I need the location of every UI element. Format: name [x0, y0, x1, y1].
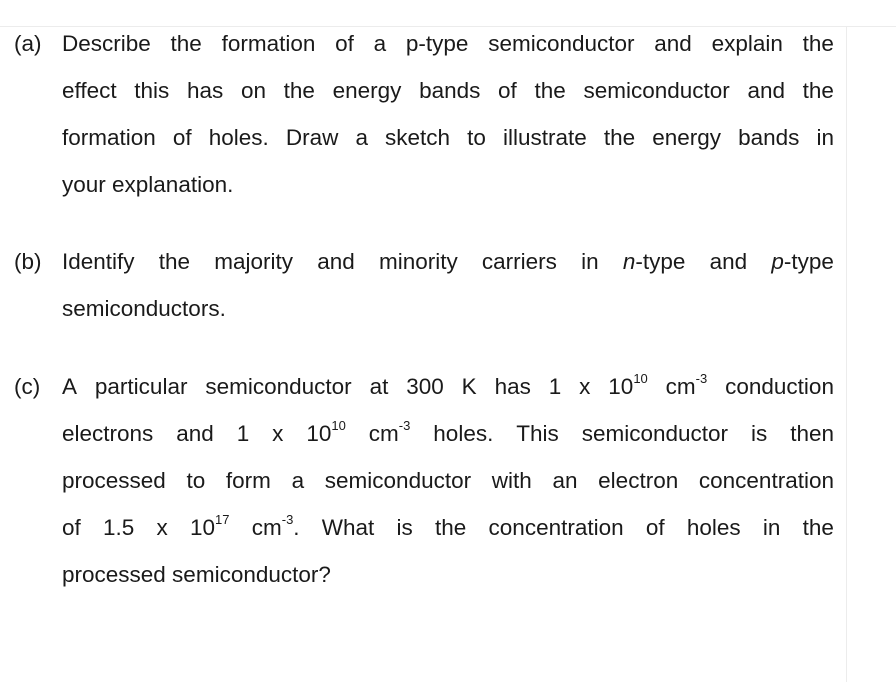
word: sketch — [385, 125, 451, 150]
unit — [369, 410, 411, 457]
word: minority — [378, 249, 458, 274]
right-divider — [846, 26, 847, 682]
word: holes. — [208, 125, 269, 150]
power-of-ten — [306, 410, 346, 457]
unit-base: cm — [368, 421, 399, 446]
unit-base: cm — [251, 515, 282, 540]
word: and — [654, 31, 692, 56]
word: at — [369, 374, 389, 399]
question-b-line-1 — [14, 238, 834, 285]
question-c-line-4 — [14, 504, 834, 551]
word: processed — [62, 468, 166, 493]
word: holes — [686, 515, 741, 540]
word: What — [321, 515, 375, 540]
word: A — [62, 374, 78, 399]
power-base: 10 — [306, 421, 332, 446]
word: x — [272, 421, 284, 446]
word: holes. — [433, 421, 494, 446]
word: bands — [419, 78, 481, 103]
word: semiconductor — [583, 78, 730, 103]
word: x — [156, 515, 168, 540]
word: and — [747, 78, 785, 103]
word: the — [170, 31, 202, 56]
question-c — [14, 363, 834, 598]
unit — [666, 363, 708, 410]
question-c-line-3 — [14, 457, 834, 504]
question-b — [14, 238, 834, 332]
word: Describe — [62, 31, 151, 56]
word: the — [435, 515, 467, 540]
power-exponent: 10 — [331, 417, 346, 433]
word: Draw — [285, 125, 339, 150]
word: 1.5 — [103, 515, 135, 540]
word: electron — [598, 468, 679, 493]
word: electrons — [62, 421, 154, 446]
power-of-ten — [608, 363, 648, 410]
word: semiconductor — [488, 31, 635, 56]
unit-exponent: -3 — [695, 370, 708, 386]
word: the — [802, 31, 834, 56]
power-exponent: 10 — [633, 370, 648, 386]
word: a — [355, 125, 368, 150]
word: conduction — [725, 374, 834, 399]
word: explain — [711, 31, 783, 56]
unit-period: . — [293, 515, 300, 540]
question-a — [14, 20, 834, 208]
word: of — [645, 515, 665, 540]
word: semiconductor — [324, 468, 472, 493]
n-type-suffix: -type — [635, 249, 686, 274]
word: to — [467, 125, 486, 150]
power-base: 10 — [190, 515, 216, 540]
n-italic: n — [622, 249, 636, 274]
word: on — [240, 78, 266, 103]
word: semiconductor — [581, 421, 729, 446]
word: the — [802, 78, 834, 103]
word: and — [317, 249, 355, 274]
word: of — [498, 78, 517, 103]
question-a-line-4: your explanation. — [62, 172, 234, 197]
word: This — [516, 421, 559, 446]
word: x — [579, 374, 591, 399]
word: K — [461, 374, 477, 399]
word: the — [603, 125, 636, 150]
power-base: 10 — [608, 374, 634, 399]
question-a-line-1 — [14, 20, 834, 67]
word: the — [158, 249, 191, 274]
word: the — [534, 78, 566, 103]
word: carriers — [481, 249, 557, 274]
power-of-ten — [190, 504, 230, 551]
question-a-line-2 — [14, 67, 834, 114]
word: effect — [62, 78, 117, 103]
word: p-type — [405, 31, 469, 56]
word: an — [552, 468, 578, 493]
word: 1 — [236, 421, 250, 446]
word: has — [186, 78, 224, 103]
question-c-line-2 — [14, 410, 834, 457]
word: and — [176, 421, 214, 446]
word: of — [335, 31, 354, 56]
word: of — [172, 125, 192, 150]
word: majority — [214, 249, 293, 274]
question-a-line-3 — [14, 114, 834, 161]
word: formation — [221, 31, 316, 56]
word: semiconductor — [205, 374, 352, 399]
unit-base: cm — [665, 374, 696, 399]
word: energy — [652, 125, 722, 150]
word: energy — [332, 78, 402, 103]
word: illustrate — [502, 125, 587, 150]
word: and — [709, 249, 748, 274]
question-c-line-1 — [14, 363, 834, 410]
word: to — [186, 468, 206, 493]
question-c-label: (c) — [14, 374, 41, 399]
word: concentration — [488, 515, 624, 540]
word: form — [225, 468, 271, 493]
power-exponent: 17 — [215, 511, 230, 527]
p-type-term — [771, 238, 834, 285]
word: bands — [738, 125, 800, 150]
word: is — [396, 515, 413, 540]
word: this — [134, 78, 170, 103]
word: formation — [62, 125, 156, 150]
question-b-line-2: semiconductors. — [62, 296, 226, 321]
question-a-line-1-text — [62, 20, 834, 67]
word: 1 — [548, 374, 562, 399]
unit-exponent: -3 — [398, 417, 411, 433]
unit — [252, 504, 300, 551]
p-italic: p — [771, 249, 784, 274]
word: particular — [94, 374, 188, 399]
word: the — [283, 78, 315, 103]
word: has — [494, 374, 531, 399]
word: with — [491, 468, 532, 493]
word: then — [790, 421, 834, 446]
question-b-line-1-text — [62, 238, 834, 285]
word: 300 — [406, 374, 444, 399]
word: the — [802, 515, 834, 540]
question-b-label: (b) — [14, 249, 42, 274]
question-a-label: (a) — [14, 31, 42, 56]
question-c-line-5: processed semiconductor? — [62, 562, 331, 587]
word: concentration — [698, 468, 834, 493]
word: in — [816, 125, 834, 150]
word: a — [291, 468, 305, 493]
word: of — [62, 515, 81, 540]
unit-exponent: -3 — [281, 511, 294, 527]
p-type-suffix: -type — [783, 249, 834, 274]
word: is — [751, 421, 768, 446]
question-c-line-1-text — [62, 363, 834, 410]
word: Identify — [62, 249, 135, 274]
n-type-term — [623, 238, 686, 285]
word: in — [581, 249, 599, 274]
word: a — [373, 31, 387, 56]
word: in — [762, 515, 781, 540]
